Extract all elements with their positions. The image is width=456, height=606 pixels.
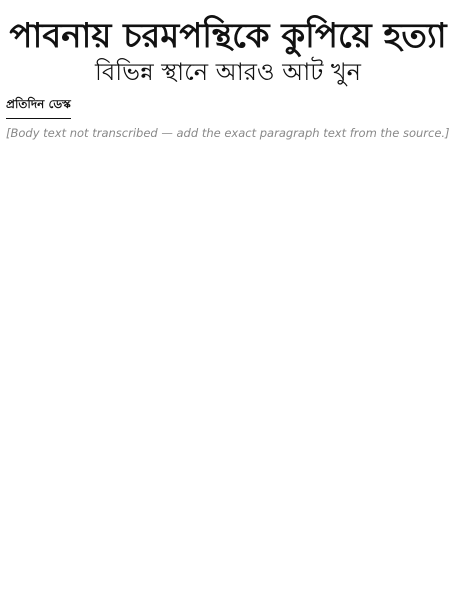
article-body bbox=[6, 125, 450, 142]
body-paragraph: [Body text not transcribed — add the exact paragraph text from the source.] bbox=[6, 126, 450, 140]
subheadline: বিভিন্ন স্থানে আরও আট খুন bbox=[94, 58, 362, 86]
headline: পাবনায় চরমপন্থিকে কুপিয়ে হত্যা bbox=[9, 16, 447, 56]
byline: প্রতিদিন ডেস্ক bbox=[6, 96, 71, 119]
previous-article-tail bbox=[6, 0, 450, 13]
